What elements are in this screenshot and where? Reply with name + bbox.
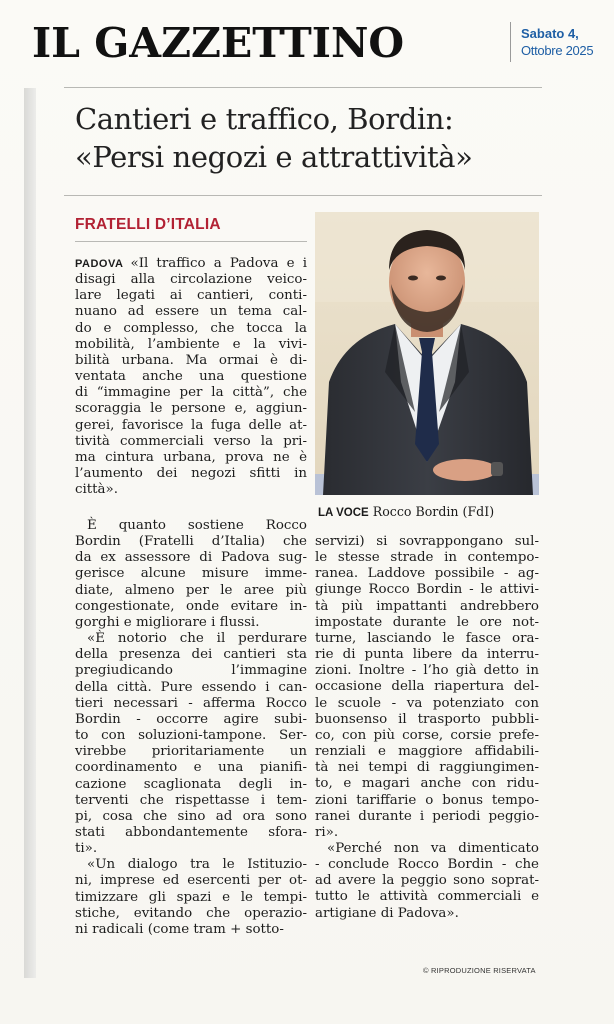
- text-line: lare legati ai cantieri, conti-: [75, 288, 307, 304]
- text-line: buonsenso il trasporto pubbli-: [315, 711, 539, 727]
- text-line: «Perché non va dimenticato: [327, 840, 539, 856]
- text-line: gerei, favorisce la fuga delle at-: [75, 417, 307, 433]
- issue-date-month: Ottobre 2025: [521, 43, 594, 58]
- text-line: Bordin - occorre agire subi-: [75, 711, 307, 727]
- text-line: do e complesso, che tocca la: [75, 320, 307, 336]
- text-line: le stesse strade in contempo-: [315, 550, 539, 566]
- text-line: turne, lasciando le fasce ora-: [315, 630, 539, 646]
- text-line: zioni tariffarie o bonus tempo-: [315, 792, 539, 808]
- text-line: da ex assessore di Padova sug-: [75, 550, 307, 566]
- text-line: pregiudicando l’immagine: [75, 663, 307, 679]
- text-line: tività commerciali verso la pri-: [75, 433, 307, 449]
- text-line: bilità urbana. Ma ormai è di-: [75, 352, 307, 368]
- article-headline: [75, 100, 545, 176]
- text-line: stati abbondantemente sfora-: [75, 824, 307, 840]
- caption-text: Rocco Bordin (FdI): [372, 504, 495, 519]
- text-line: giunge Rocco Bordin - le attivi-: [315, 582, 539, 598]
- text-line: to con soluzioni-tampone. Ser-: [75, 728, 307, 744]
- text-line: ri».: [315, 824, 339, 840]
- text-line: timizzare gli spazi e le tempi-: [75, 889, 307, 905]
- text-line: artigiane di Padova».: [315, 905, 459, 921]
- text-line: nuano ad essere un tema cal-: [75, 304, 307, 320]
- text-line: tieri necessari - afferma Rocco: [75, 695, 307, 711]
- text-line: ventata anche una questione: [75, 369, 307, 385]
- text-line: l’aumento dei negozi sfitti in: [75, 466, 307, 482]
- text-line: PADOVA «Il traffico a Padova e i: [75, 256, 308, 271]
- issue-date-day: Sabato 4,: [521, 26, 579, 41]
- text-line: servizi) si sovrappongano sul-: [315, 534, 539, 549]
- text-line: scoraggia le persone e, aggiun-: [75, 401, 307, 417]
- text-line: tà più impattanti andrebbero: [315, 598, 539, 614]
- photo-caption: [318, 504, 494, 519]
- text-line: ma cintura urbana, prova ne è: [75, 449, 307, 465]
- headline-line-2: «Persi negozi e attrattività»: [75, 140, 473, 174]
- text-line: gerisce alcune misure imme-: [75, 566, 307, 582]
- text-line: coordinamento e una pianifi-: [75, 760, 307, 776]
- text-line: virebbe prioritariamente un: [75, 744, 307, 760]
- text-line: cazione scaglionata degli in-: [75, 776, 307, 792]
- text-line: co, con più corse, corsie prefe-: [315, 727, 539, 743]
- page-edge-shadow: [24, 88, 36, 978]
- dateline: PADOVA: [75, 258, 131, 270]
- text-line: ranei durante i periodi peggio-: [315, 808, 539, 824]
- text-line: congestionate, onde evitare in-: [75, 598, 307, 614]
- headline-rule: [64, 195, 542, 196]
- text-line: diate, almeno per le aree più: [75, 582, 307, 598]
- text-line: ni, imprese ed esercenti per ot-: [75, 873, 307, 889]
- text-line: zioni. Inoltre - l’ho già detto in: [315, 663, 539, 679]
- text-line: le scuole - va potenziato con: [315, 695, 539, 711]
- text-line: mobilità, l’ambiente e la vivi-: [75, 336, 307, 352]
- headline-line-1: Cantieri e traffico, Bordin:: [75, 102, 454, 136]
- text-line: «È notorio che il perdurare: [87, 631, 307, 647]
- text-line: della presenza dei cantieri sta: [75, 647, 307, 663]
- caption-label: LA VOCE: [318, 507, 369, 519]
- text-line: rie di punta libere da interru-: [315, 647, 539, 663]
- text-line: Bordin (Fratelli d’Italia) che: [75, 534, 307, 550]
- text-line: ti».: [75, 841, 98, 857]
- text-line: gorghi e migliorare i flussi.: [75, 614, 260, 630]
- text-line: stiche, evitando che operazio-: [75, 905, 307, 921]
- section-rule: [75, 241, 307, 242]
- top-rule: [64, 87, 542, 88]
- text-line: città».: [75, 482, 118, 498]
- text-line: impostate durante le ore not-: [315, 614, 539, 630]
- text-line: ni radicali (come tram + sotto-: [75, 921, 284, 937]
- article-body-right: [315, 534, 539, 922]
- masthead-divider: [510, 22, 511, 62]
- text-line: to, e magari anche con ridu-: [315, 776, 539, 792]
- newspaper-masthead: IL GAZZETTINO: [32, 19, 405, 67]
- text-line: di “immagine per la città”, che: [75, 385, 307, 401]
- text-line: tà nei tempi di raggiungimen-: [315, 760, 539, 776]
- text-line: disagi alla circolazione veico-: [75, 272, 307, 288]
- text-line: della città. Pure essendo i can-: [75, 679, 307, 695]
- text-line: ad avere la peggio sono soprat-: [315, 873, 539, 889]
- portrait-photo: [315, 212, 539, 495]
- section-label: FRATELLI D’ITALIA: [75, 216, 221, 233]
- article-body-left-bottom: [75, 518, 307, 938]
- text-line: terventi che rispettasse i tem-: [75, 792, 307, 808]
- text-line: ranea. Laddove possibile - ag-: [315, 566, 539, 582]
- text-line: - conclude Rocco Bordin - che: [315, 857, 539, 873]
- text-line: pi, cosa che sino ad ora sono: [75, 808, 307, 824]
- text-line: tutto le attività commerciali e: [315, 889, 539, 905]
- text-line: renziali e maggiore affidabili-: [315, 744, 539, 760]
- article-body-left-top: [75, 256, 307, 498]
- copyright-notice: © RIPRODUZIONE RISERVATA: [423, 966, 536, 975]
- portrait-illustration: [315, 212, 539, 495]
- text-line: occasione della riapertura del-: [315, 679, 539, 695]
- text-line: «Un dialogo tra le Istituzio-: [87, 857, 307, 873]
- text-line: È quanto sostiene Rocco: [87, 518, 307, 533]
